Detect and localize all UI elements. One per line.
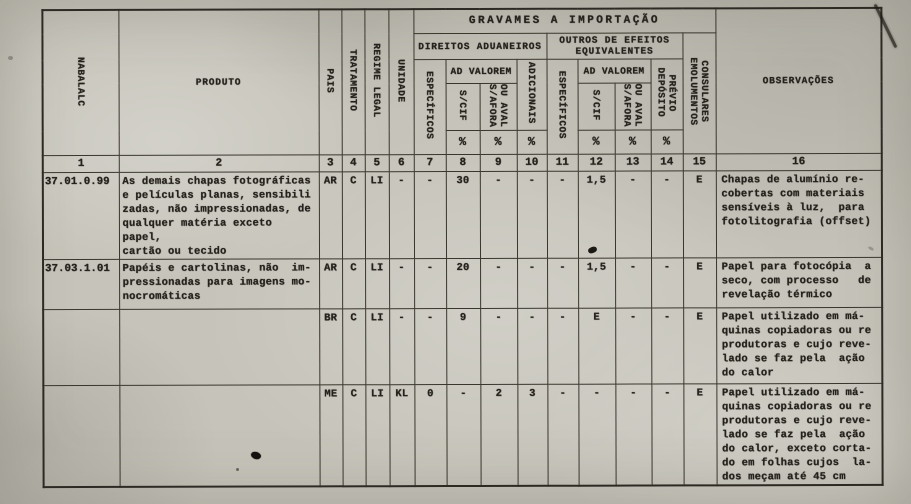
cell-r4-c5: LI bbox=[365, 385, 389, 487]
header-produto: PRODUTO bbox=[118, 9, 318, 155]
cell-r1-c16: Chapas de alumínio re- cobertas com materiais sensíveis à luz, para fotolitografia (offset) bbox=[716, 170, 882, 257]
header-scif-2 bbox=[578, 83, 615, 131]
cell-r2-c7: - bbox=[414, 258, 446, 308]
cell-r2-c14: - bbox=[651, 258, 683, 308]
column-number-13: 13 bbox=[615, 154, 651, 171]
table-body bbox=[43, 153, 883, 487]
header-regime-legal bbox=[364, 9, 388, 154]
cell-r1-c15: E bbox=[683, 171, 716, 258]
column-number-5: 5 bbox=[365, 155, 389, 172]
cell-r3-c10: - bbox=[517, 308, 547, 384]
cell-r2-c12: 1,5 bbox=[578, 258, 615, 308]
cell-r1-c9: - bbox=[480, 171, 517, 258]
cell-r2-c4: C bbox=[342, 259, 365, 309]
cell-r4-c15: E bbox=[683, 384, 716, 486]
column-number-3: 3 bbox=[319, 155, 342, 172]
cell-r2-c8: 20 bbox=[446, 258, 480, 308]
cell-r3-c6: - bbox=[389, 309, 414, 385]
percent-col9: % bbox=[480, 130, 517, 154]
cell-r2-c15: E bbox=[683, 258, 716, 308]
percent-col13: % bbox=[615, 130, 651, 154]
cell-r4-c6: KL bbox=[389, 385, 414, 487]
cell-r1-c14: - bbox=[651, 171, 683, 258]
header-observacoes: OBSERVAÇÕES bbox=[715, 8, 881, 154]
especificos-1-label: ESPECÍFICOS bbox=[424, 71, 436, 140]
column-number-11: 11 bbox=[547, 154, 578, 171]
regime-legal-label: REGIME LEGAL bbox=[370, 43, 383, 118]
cell-r3-c11: - bbox=[547, 308, 578, 384]
cell-r2-c6: - bbox=[389, 259, 414, 309]
table-header bbox=[42, 8, 881, 156]
cell-r3-c4: C bbox=[342, 309, 365, 385]
cell-r4-c16: Papel utilizado em má- quinas copiadoras ou re produtoras e cujo reve- lado se faz pela ação do calor, exceto corta- do em folhas cujos la- dos meçam até 45 cm bbox=[716, 383, 882, 485]
tratamento-label: TRATAMENTO bbox=[347, 49, 359, 112]
cell-r1-c3: AR bbox=[319, 172, 342, 259]
column-number-15: 15 bbox=[683, 154, 716, 171]
header-outros-efeitos: OUTROS DE EFEITOS EQUIVALENTES bbox=[546, 32, 682, 58]
safora-2-label: S/AFORA OU AVAL bbox=[621, 83, 644, 127]
cell-r1-c1: 37.01.0.99 bbox=[43, 172, 119, 259]
header-unidade bbox=[388, 9, 413, 154]
percent-col14: % bbox=[651, 130, 683, 154]
cell-r3-c16: Papel utilizado em má- quinas copiadoras ou re produtoras e cujo reve- lado se faz pela ação do calor bbox=[716, 307, 882, 383]
cell-r4-c14: - bbox=[651, 384, 683, 486]
cell-r4-c11: - bbox=[547, 384, 578, 486]
cell-r4-c8: - bbox=[446, 384, 480, 486]
header-pais bbox=[318, 9, 341, 154]
deposito-previo-label: DEPÓSITO PRÉVIO bbox=[655, 67, 678, 118]
column-number-16: 16 bbox=[716, 153, 882, 170]
cell-r1-c11: - bbox=[547, 171, 578, 258]
header-tratamento bbox=[341, 9, 364, 154]
header-safora-1 bbox=[480, 83, 517, 131]
cell-r4-c7: 0 bbox=[414, 384, 446, 486]
header-emolumentos bbox=[682, 32, 715, 154]
cell-r2-c5: LI bbox=[365, 259, 389, 309]
table-row bbox=[43, 257, 882, 309]
cell-r2-c9: - bbox=[480, 258, 517, 308]
cell-r2-c2: Papéis e cartolinas, não im- pressionadas para imagens mo- nocromáticas bbox=[119, 259, 319, 310]
cell-r3-c7: - bbox=[414, 308, 446, 384]
cell-r4-c10: 3 bbox=[517, 384, 547, 486]
header-safora-2 bbox=[615, 83, 651, 131]
percent-col10: % bbox=[517, 130, 547, 154]
cell-r3-c14: - bbox=[651, 308, 683, 384]
column-number-1: 1 bbox=[43, 155, 119, 172]
header-especificos-1 bbox=[414, 59, 446, 155]
column-number-8: 8 bbox=[446, 154, 480, 171]
cell-r3-c9: - bbox=[480, 308, 517, 384]
column-number-14: 14 bbox=[651, 154, 683, 171]
nabalalc-label: NABALALC bbox=[75, 56, 87, 107]
cell-r3-c12: E bbox=[578, 308, 615, 384]
column-number-2: 2 bbox=[119, 155, 319, 173]
cell-r4-c2 bbox=[119, 385, 319, 488]
cell-r1-c6: - bbox=[389, 172, 414, 259]
scif-1-label: S/CIF bbox=[457, 89, 469, 121]
cell-r2-c16: Papel para fotocópia a seco, com processo de revelação térmico bbox=[716, 257, 882, 307]
cell-r3-c2 bbox=[119, 309, 319, 386]
table-row bbox=[43, 383, 882, 487]
cell-r3-c8: 9 bbox=[446, 308, 480, 384]
cell-r1-c12: 1,5 bbox=[578, 171, 615, 258]
cell-r1-c8: 30 bbox=[446, 171, 480, 258]
percent-col12: % bbox=[578, 130, 615, 154]
cell-r3-c13: - bbox=[615, 308, 651, 384]
header-deposito-previo bbox=[651, 58, 683, 130]
cell-r1-c10: - bbox=[517, 171, 547, 258]
header-gravames: GRAVAMES A IMPORTAÇÃO bbox=[413, 8, 715, 33]
column-number-4: 4 bbox=[342, 155, 365, 172]
scif-2-label: S/CIF bbox=[590, 89, 602, 121]
header-ad-valorem-2: AD VALOREM bbox=[578, 59, 651, 83]
cell-r2-c10: - bbox=[517, 258, 547, 308]
percent-col8: % bbox=[446, 130, 480, 154]
column-number-row bbox=[43, 153, 882, 172]
cell-r4-c1 bbox=[43, 385, 119, 487]
especificos-2-label: ESPECÍFICOS bbox=[556, 70, 568, 140]
cell-r4-c12: - bbox=[578, 384, 615, 486]
cell-r1-c2: As demais chapas fotográficas e películas planas, sensibili zadas, não impressionadas, de qualquer matéria exceto papel, cartão ou tecido bbox=[119, 172, 319, 260]
cell-r1-c7: - bbox=[414, 171, 446, 258]
pais-label: PAIS bbox=[324, 68, 336, 94]
header-direitos-aduaneiros: DIREITOS ADUANEIROS bbox=[413, 33, 546, 59]
cell-r3-c3: BR bbox=[319, 309, 342, 385]
header-ad-valorem-1: AD VALOREM bbox=[446, 59, 517, 83]
adicionais-label: ADICIONAIS bbox=[526, 62, 538, 125]
cell-r2-c1: 37.03.1.01 bbox=[43, 259, 119, 309]
column-number-12: 12 bbox=[578, 154, 615, 171]
header-especificos-2 bbox=[547, 59, 578, 155]
safora-1-label: S/AFORA OU AVAL bbox=[487, 83, 510, 127]
header-adicionais bbox=[517, 59, 547, 131]
column-number-6: 6 bbox=[389, 155, 414, 172]
cell-r2-c11: - bbox=[547, 258, 578, 308]
cell-r3-c15: E bbox=[683, 308, 716, 384]
emolumentos-label: EMOLUMENTOS CONSULARES bbox=[688, 57, 711, 126]
cell-r4-c4: C bbox=[342, 385, 365, 487]
header-nabalalc bbox=[42, 10, 118, 156]
cell-r4-c3: ME bbox=[319, 385, 342, 487]
cell-r3-c1 bbox=[43, 309, 119, 385]
column-number-9: 9 bbox=[480, 154, 517, 171]
column-number-7: 7 bbox=[414, 154, 446, 171]
cell-r3-c5: LI bbox=[365, 309, 389, 385]
cell-r1-c13: - bbox=[615, 171, 651, 258]
cell-r2-c13: - bbox=[615, 258, 651, 308]
unidade-label: UNIDADE bbox=[395, 58, 407, 103]
cell-r4-c9: 2 bbox=[480, 384, 517, 486]
header-scif-1 bbox=[446, 83, 480, 131]
pencil-speck bbox=[8, 56, 13, 60]
table-row bbox=[43, 307, 882, 385]
cell-r1-c5: LI bbox=[365, 172, 389, 259]
cell-r1-c4: C bbox=[342, 172, 365, 259]
cell-r2-c3: AR bbox=[319, 259, 342, 309]
table-row bbox=[43, 170, 882, 259]
tariff-table bbox=[41, 7, 883, 489]
column-number-10: 10 bbox=[517, 154, 547, 171]
cell-r4-c13: - bbox=[615, 384, 651, 486]
